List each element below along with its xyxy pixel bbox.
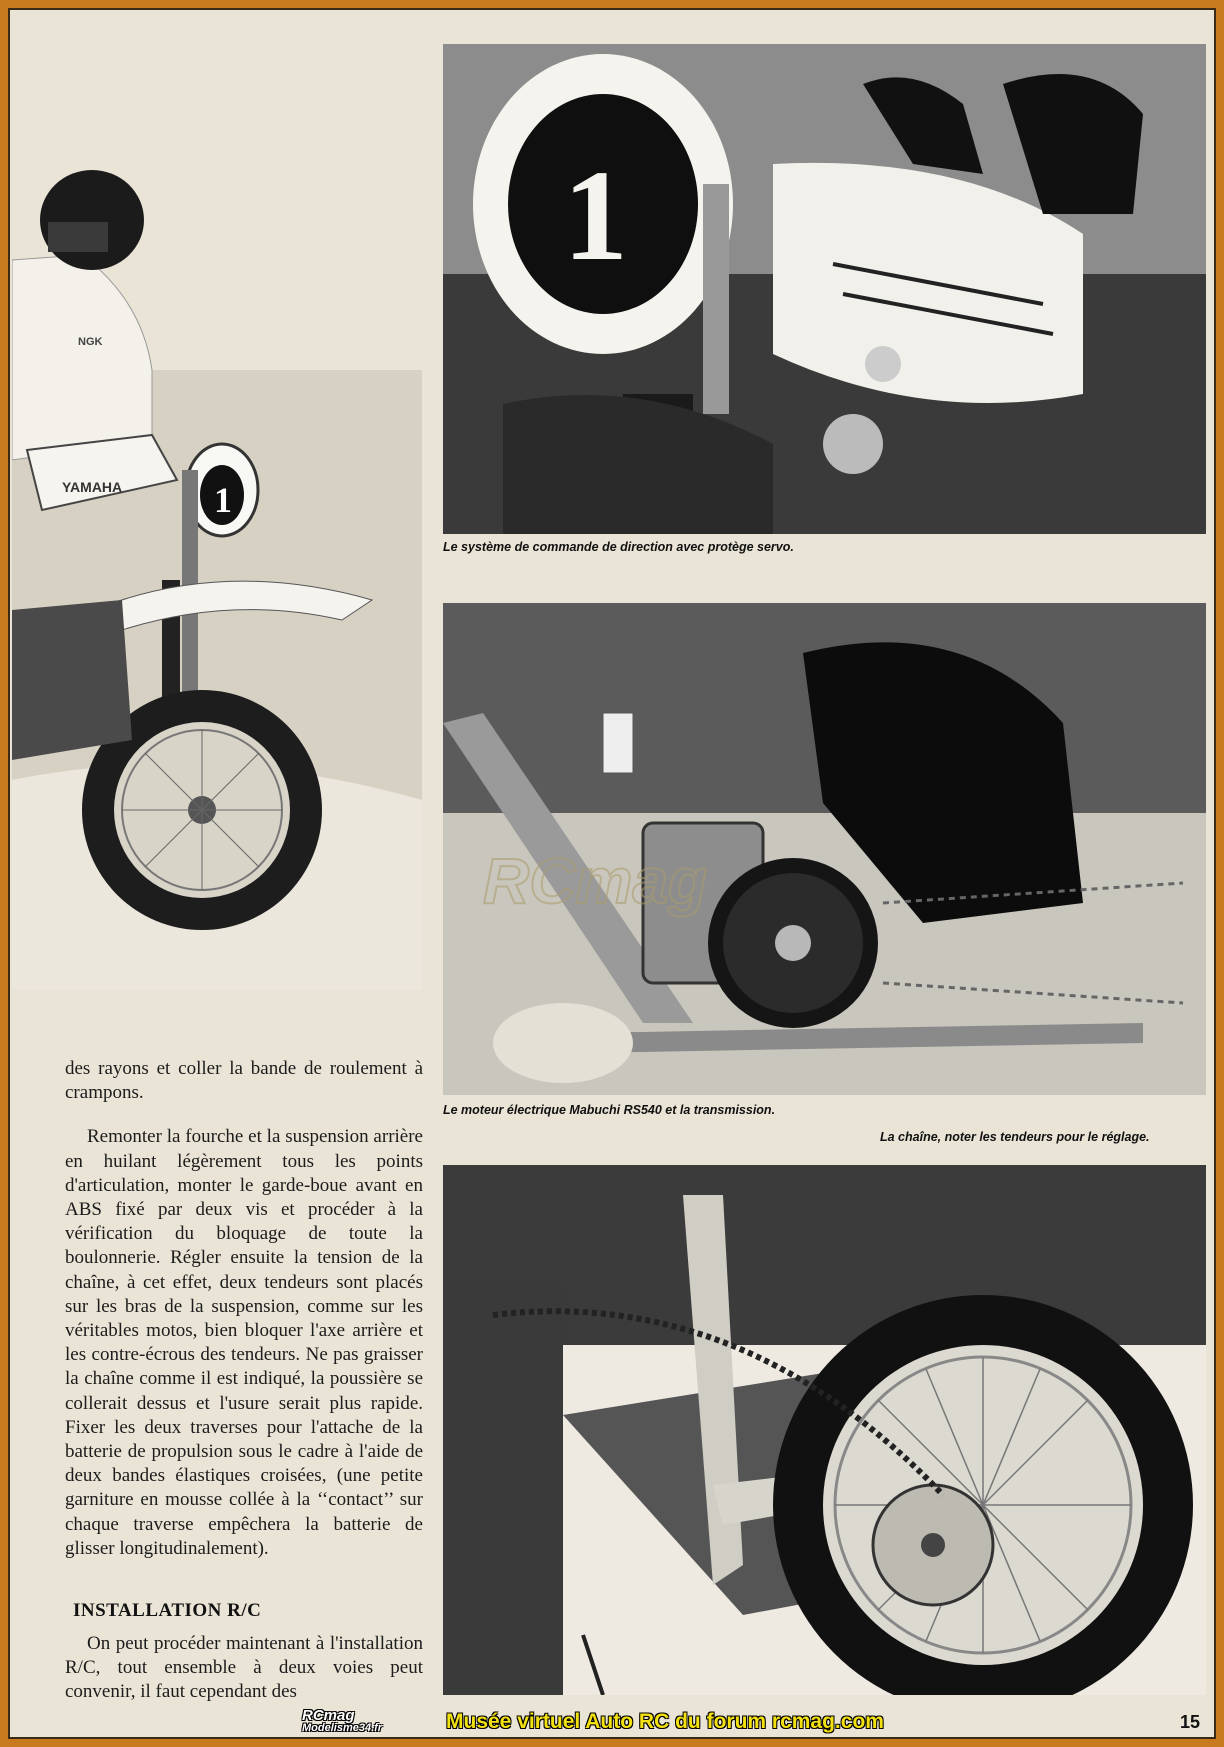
- chain-caption: La chaîne, noter les tendeurs pour le réglage.: [880, 1130, 1150, 1144]
- page-number: 15: [1180, 1712, 1201, 1732]
- steering-photo: [443, 44, 1206, 534]
- article-body: [65, 1057, 423, 1561]
- chain-photo: [443, 1165, 1206, 1695]
- article-paragraph-2: Remonter la fourche et la suspension arrière en huilant légèrement tous les points d'articulation, monter le garde-boue avant en ABS fixé par deux vis et procéder à la vérification du bloquage de toute la boulonnerie. Régler ensuite la tension de la chaîne, à cet effet, deux tendeurs sont placés sur les bras de la suspension, comme sur les véritables motos, bien bloquer l'axe arrière et les contre-écrous des tendeurs. Ne pas graisser la chaîne comme il est indiqué, la poussière se collerait dessus et l'usure serait plus rapide. Fixer les deux traverses pour l'attache de la batterie de propulsion sous le cadre à l'aide de deux bandes élastiques croisées, (une petite garniture en mousse collée à la ‘‘contact’’ sur chaque traverse empêchera la batterie de glisser longitudinalement).: [65, 1126, 423, 1559]
- museum-banner: Musée virtuel Auto RC du forum rcmag.com: [446, 1710, 884, 1733]
- rider-badge-text: NGK: [78, 336, 103, 348]
- logo-line-2: Modelisme34.fr: [302, 1722, 383, 1734]
- section-heading: INSTALLATION R/C: [73, 1600, 262, 1621]
- tank-brand-text: YAMAHA: [62, 479, 123, 495]
- steering-plate-number: 1: [563, 144, 628, 288]
- plate-number-text: 1: [214, 480, 232, 520]
- magazine-page: [8, 8, 1216, 1739]
- article-paragraph-3: On peut procéder maintenant à l'installation R/C, tout ensemble à deux voies peut convenir, il faut cependant des: [65, 1633, 423, 1703]
- rcmag-logo: [302, 1707, 383, 1734]
- article-body-continued: [65, 1632, 423, 1705]
- rider-motorcycle-photo: [12, 40, 422, 990]
- watermark-text: RCmag: [483, 845, 708, 917]
- logo-line-1: RCmag: [302, 1707, 355, 1724]
- motor-photo: [443, 603, 1206, 1095]
- article-paragraph-1: des rayons et coller la bande de roulement à crampons.: [65, 1058, 423, 1104]
- motor-caption: Le moteur électrique Mabuchi RS540 et la transmission.: [443, 1103, 776, 1117]
- steering-caption: Le système de commande de direction avec protège servo.: [443, 540, 794, 554]
